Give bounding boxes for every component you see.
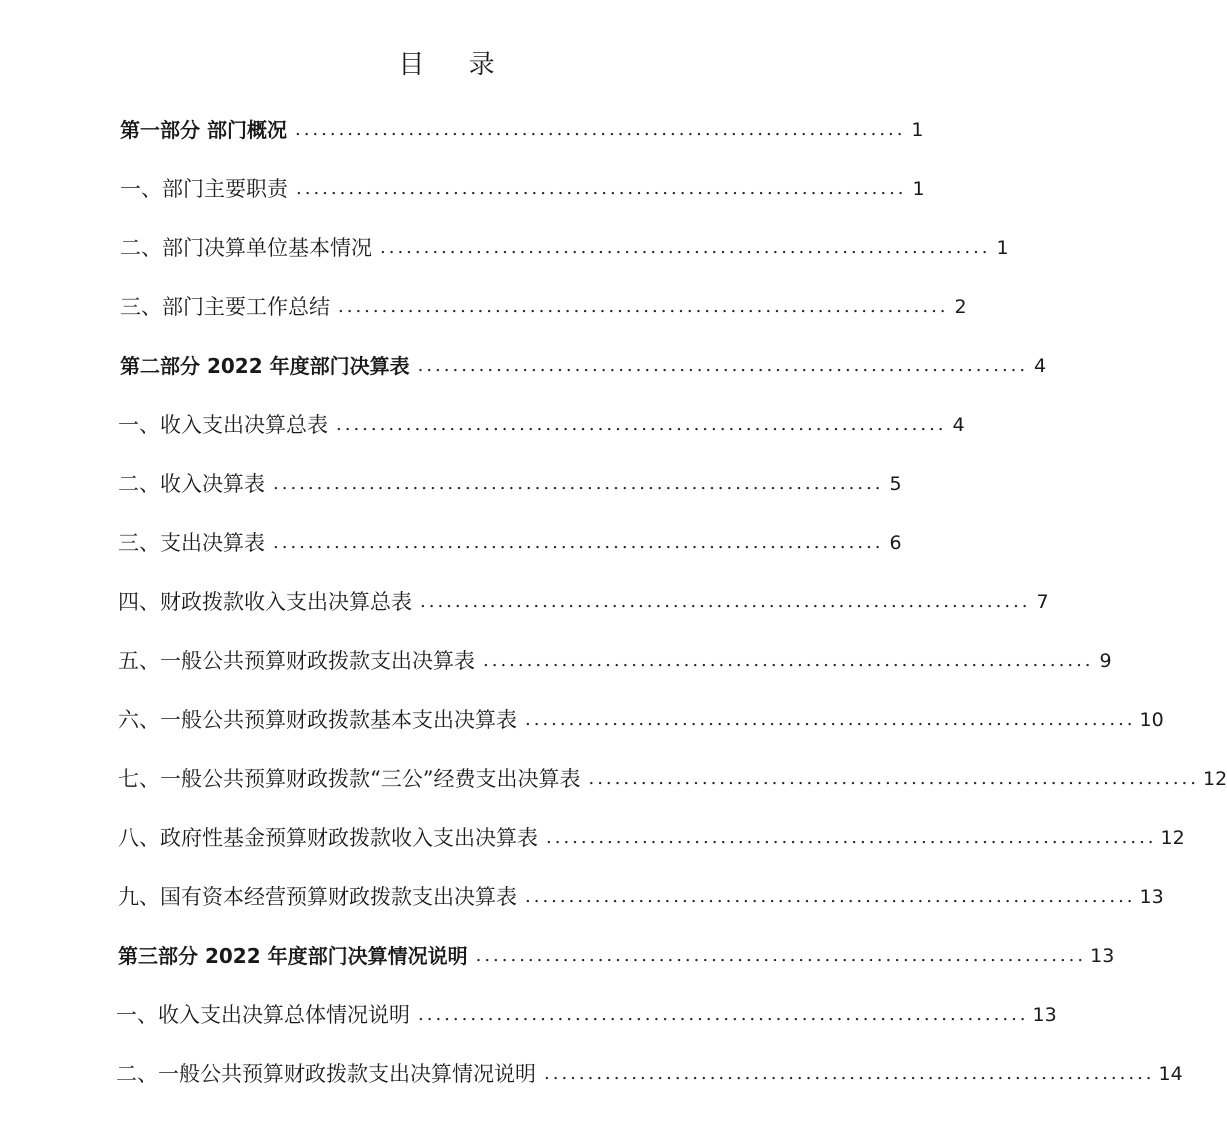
dot-leader: ......................................................................: [417, 355, 1029, 376]
toc-entry-page: 1: [996, 237, 1009, 259]
toc-entry-label: 七、一般公共预算财政拨款“三公”经费支出决算表: [118, 767, 581, 791]
toc-entry-page: 13: [1090, 945, 1115, 967]
toc-entry-label: 二、收入决算表: [118, 472, 265, 496]
toc-entry-page: 13: [1032, 1004, 1057, 1026]
toc-entry: [118, 399, 965, 439]
toc-entry-label: 第一部分 部门概况: [120, 118, 287, 142]
dot-leader: ......................................................................: [525, 709, 1136, 730]
toc-entry-page: 6: [889, 532, 902, 554]
toc-entry-label: 一、部门主要职责: [120, 177, 288, 201]
toc-entry-page: 4: [1034, 355, 1047, 377]
toc-entry-label: 三、支出决算表: [118, 531, 265, 555]
toc-entry-label: 第二部分 2022 年度部门决算表: [120, 354, 410, 378]
toc-entry-label: 五、一般公共预算财政拨款支出决算表: [118, 649, 475, 673]
dot-leader: ......................................................................: [336, 414, 947, 435]
dot-leader: ......................................................................: [294, 119, 906, 140]
dot-leader: ......................................................................: [588, 768, 1200, 789]
toc-entry-label: 八、政府性基金预算财政拨款收入支出决算表: [118, 826, 538, 850]
toc-entry-page: 9: [1099, 650, 1112, 672]
toc-entry-page: 1: [911, 119, 924, 141]
toc-entry: [118, 930, 1115, 970]
toc-entry: [118, 576, 1049, 616]
toc-entry-page: 2: [954, 296, 967, 318]
toc-entry-label: 四、财政拨款收入支出决算总表: [118, 590, 412, 614]
toc-entry-page: 7: [1036, 591, 1049, 613]
toc-entry-label: 一、收入支出决算总表: [118, 413, 328, 437]
toc-entry-page: 13: [1139, 886, 1164, 908]
dot-leader: ......................................................................: [380, 237, 991, 258]
toc-entry-page: 5: [889, 473, 902, 495]
dot-leader: ......................................................................: [338, 296, 949, 317]
toc-entry: [120, 104, 924, 144]
toc-entry-page: 10: [1139, 709, 1164, 731]
toc-entry: [116, 989, 1057, 1029]
toc-entry-page: 14: [1158, 1063, 1183, 1085]
dot-leader: ......................................................................: [273, 473, 884, 494]
toc-entry-label: 六、一般公共预算财政拨款基本支出决算表: [118, 708, 517, 732]
toc-entry: [120, 222, 1009, 262]
toc-entry: [120, 163, 925, 203]
toc-entry: [118, 635, 1112, 675]
toc-entry-page: 12: [1203, 768, 1227, 790]
toc-entry-label: 一、收入支出决算总体情况说明: [116, 1003, 410, 1027]
toc-entry-label: 二、部门决算单位基本情况: [120, 236, 372, 260]
dot-leader: ......................................................................: [475, 945, 1087, 966]
dot-leader: ......................................................................: [546, 827, 1157, 848]
toc-entry: [118, 753, 1227, 793]
dot-leader: ......................................................................: [420, 591, 1031, 612]
dot-leader: ......................................................................: [525, 886, 1136, 907]
toc-entry: [120, 281, 967, 321]
toc-entry-page: 4: [952, 414, 965, 436]
toc-entry-page: 12: [1160, 827, 1185, 849]
dot-leader: ......................................................................: [544, 1063, 1155, 1084]
toc-entry: [120, 340, 1047, 380]
dot-leader: ......................................................................: [483, 650, 1094, 671]
dot-leader: ......................................................................: [296, 178, 907, 199]
toc-entry-label: 三、部门主要工作总结: [120, 295, 330, 319]
toc-entry: [118, 812, 1185, 852]
dot-leader: ......................................................................: [273, 532, 884, 553]
toc-entry: [118, 517, 902, 557]
toc-entry-label: 二、一般公共预算财政拨款支出决算情况说明: [116, 1062, 536, 1086]
dot-leader: ......................................................................: [418, 1004, 1029, 1025]
toc-entry-label: 第三部分 2022 年度部门决算情况说明: [118, 944, 468, 968]
toc-entry-page: 1: [912, 178, 925, 200]
toc-entry: [118, 694, 1164, 734]
toc-entry-label: 九、国有资本经营预算财政拨款支出决算表: [118, 885, 517, 909]
toc-entry: [118, 871, 1164, 911]
toc-title: 目 录: [398, 50, 513, 80]
toc-entry: [118, 458, 902, 498]
toc-entry: [116, 1048, 1183, 1088]
